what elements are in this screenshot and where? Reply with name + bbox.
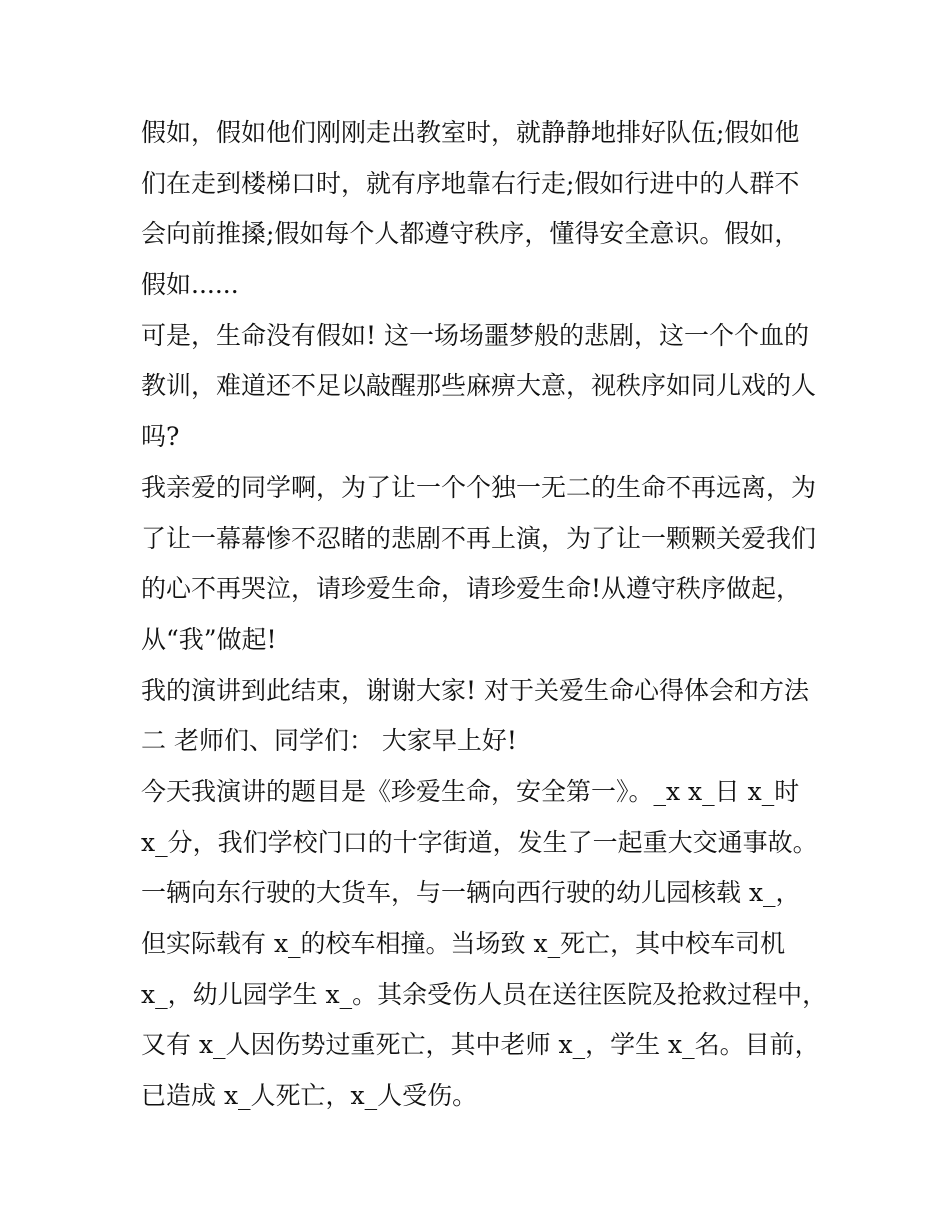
text-line: 我的演讲到此结束，谢谢大家! 对于关爱生命心得体会和方法 bbox=[141, 675, 809, 705]
text-line: 已造成 x_人死亡，x_人受伤。 bbox=[141, 1081, 478, 1111]
text-line: 假如，假如他们刚刚走出教室时，就静静地排好队伍;假如他 bbox=[141, 118, 800, 147]
text-line: 假如...... bbox=[141, 270, 239, 300]
text-line: 我亲爱的同学啊，为了让一个个独一无二的生命不再远离，为 bbox=[141, 472, 817, 502]
text-line: 们在走到楼梯口时，就有序地靠右行走;假如行进中的人群不 bbox=[141, 168, 800, 198]
text-line: 会向前推搡;假如每个人都遵守秩序，懂得安全意识。假如， bbox=[141, 219, 800, 249]
text-line: 可是，生命没有假如! 这一场场噩梦般的悲剧，这一个个血的 bbox=[141, 320, 809, 350]
text-line: 一辆向东行驶的大货车，与一辆向西行驶的幼儿园核载 x_， bbox=[141, 878, 801, 908]
text-line: 今天我演讲的题目是《珍爱生命，安全第一》。_x x_日 x_时 bbox=[141, 776, 800, 806]
text-line: 又有 x_人因伤势过重死亡，其中老师 x_，学生 x_名。目前， bbox=[141, 1030, 820, 1060]
text-line: 了让一幕幕惨不忍睹的悲剧不再上演，为了让一颗颗关爱我们 bbox=[141, 523, 817, 553]
text-line: 的心不再哭泣，请珍爱生命，请珍爱生命!从遵守秩序做起， bbox=[141, 574, 802, 604]
text-line: 但实际载有 x_的校车相撞。当场致 x_死亡，其中校车司机 bbox=[141, 929, 786, 958]
text-line: x_，幼儿园学生 x_。其余受伤人员在送往医院及抢救过程中， bbox=[141, 979, 828, 1009]
text-line: x_分，我们学校门口的十字街道，发生了一起重大交通事故。 bbox=[141, 827, 818, 857]
text-line: 二 老师们、同学们： 大家早上好! bbox=[141, 726, 517, 756]
text-line: 吗? bbox=[141, 422, 180, 452]
text-line: 教训，难道还不足以敲醒那些麻痹大意，视秩序如同儿戏的人 bbox=[141, 371, 817, 401]
body-text bbox=[141, 108, 828, 1122]
text-line: 从“我”做起! bbox=[141, 624, 277, 654]
